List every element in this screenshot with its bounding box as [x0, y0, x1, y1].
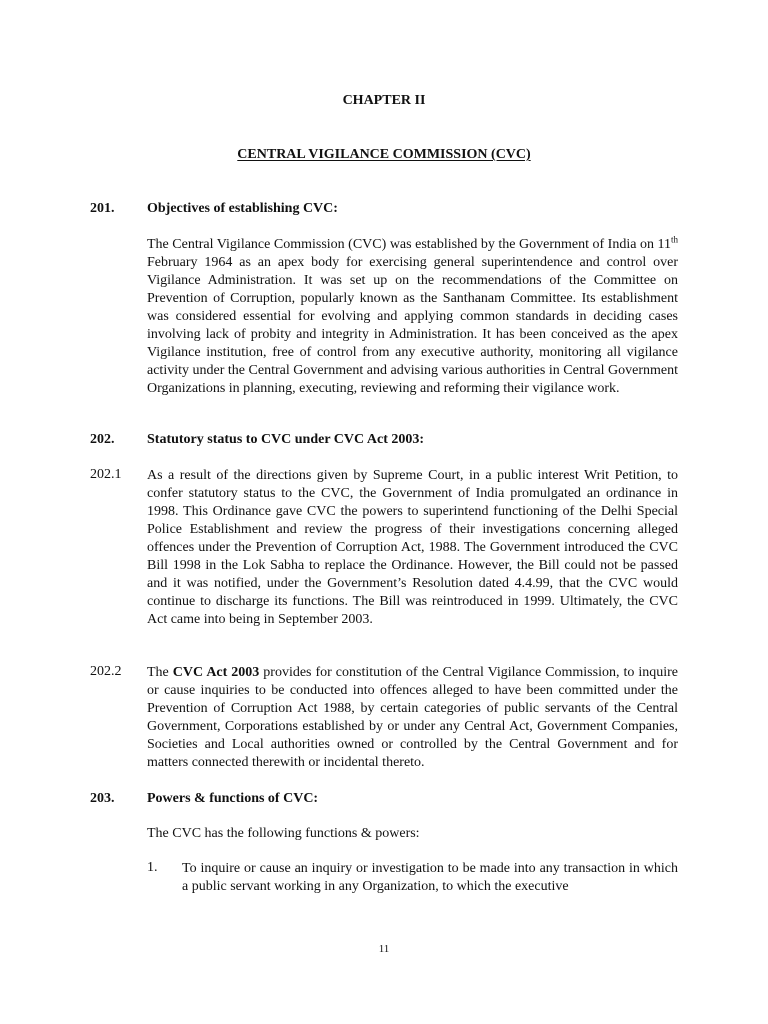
- page-number: 11: [378, 943, 390, 955]
- section-203-number: 203.: [90, 791, 115, 806]
- section-203-heading: Powers & functions of CVC:: [147, 791, 319, 806]
- section-201-paragraph: [147, 236, 678, 398]
- list-item-number: 1.: [147, 860, 158, 875]
- chapter-title-text: CENTRAL VIGILANCE COMMISSION (CVC): [237, 147, 531, 162]
- section-202-heading: Statutory status to CVC under CVC Act 2003:: [147, 432, 425, 447]
- section-201-para-lead: The Central Vigilance Commission (CVC) was established by the Government of India on 11: [147, 237, 671, 252]
- subsection-202-1-text: As a result of the directions given by Supreme Court, in a public interest Writ Petition, to confer statutory status to the CVC, the Government of India promulgated an ordinance in 1998. This Ordinance gave CVC the powers to superintend functioning of the Delhi Special Police Establishment and review the progress of their investigations concerning alleged offences under the Prevention of Corruption Act, 1988. The Government introduced the CVC Bill 1998 in the Lok Sabha to replace the Ordinance. However, the Bill could not be passed and it was notified, under the Government’s Resolution dated 4.4.99, that the CVC would continue to discharge its functions. The Bill was reintroduced in 1999. Ultimately, the CVC Act came into being in September 2003.: [147, 468, 678, 627]
- subsection-202-2-act-name: CVC Act 2003: [172, 665, 260, 680]
- subsection-202-2-lead: The: [147, 665, 173, 680]
- section-201-para-rest: February 1964 as an apex body for exercising general superintendence and control over Vigilance Administration. It was set up on the recommendations of the Committee on Prevention of Corruption, popularly known as the Santhanam Committee. Its establishment was considered essential for evolving and applying common standards in deciding cases involving lack of probity and integrity in Administration. It has been conceived as the apex Vigilance institution, free of control from any executive authority, monitoring all vigilance activity under the Central Government and advising various authorities in Central Government Organizations in planning, executing, reviewing and reforming their vigilance work.: [147, 255, 678, 396]
- section-201-para-sup: th: [670, 234, 678, 245]
- section-201-number: 201.: [90, 201, 115, 216]
- list-item-text: To inquire or cause an inquiry or investigation to be made into any transaction in which a public servant working in any Organization, to which the executive: [182, 861, 678, 894]
- section-202-number: 202.: [90, 432, 115, 447]
- section-201-heading: Objectives of establishing CVC:: [147, 201, 338, 216]
- section-203-intro: The CVC has the following functions & powers:: [147, 826, 420, 841]
- subsection-202-2-body: provides for constitution of the Central Vigilance Commission, to inquire or cause inquiries to be conducted into offences alleged to have been committed under the Prevention of Corruption Act 1988, by certain categories of public servants of the Central Government, Corporations established by or under any Central Act, Government Companies, Societies and Local authorities owned or controlled by the Central Government and for matters connected therewith or incidental thereto.: [147, 665, 678, 770]
- subsection-202-2-text: [147, 664, 678, 772]
- chapter-label: CHAPTER II: [342, 93, 426, 108]
- chapter-title: [0, 147, 768, 163]
- subsection-202-1-number: 202.1: [90, 467, 122, 482]
- subsection-202-2-number: 202.2: [90, 664, 122, 679]
